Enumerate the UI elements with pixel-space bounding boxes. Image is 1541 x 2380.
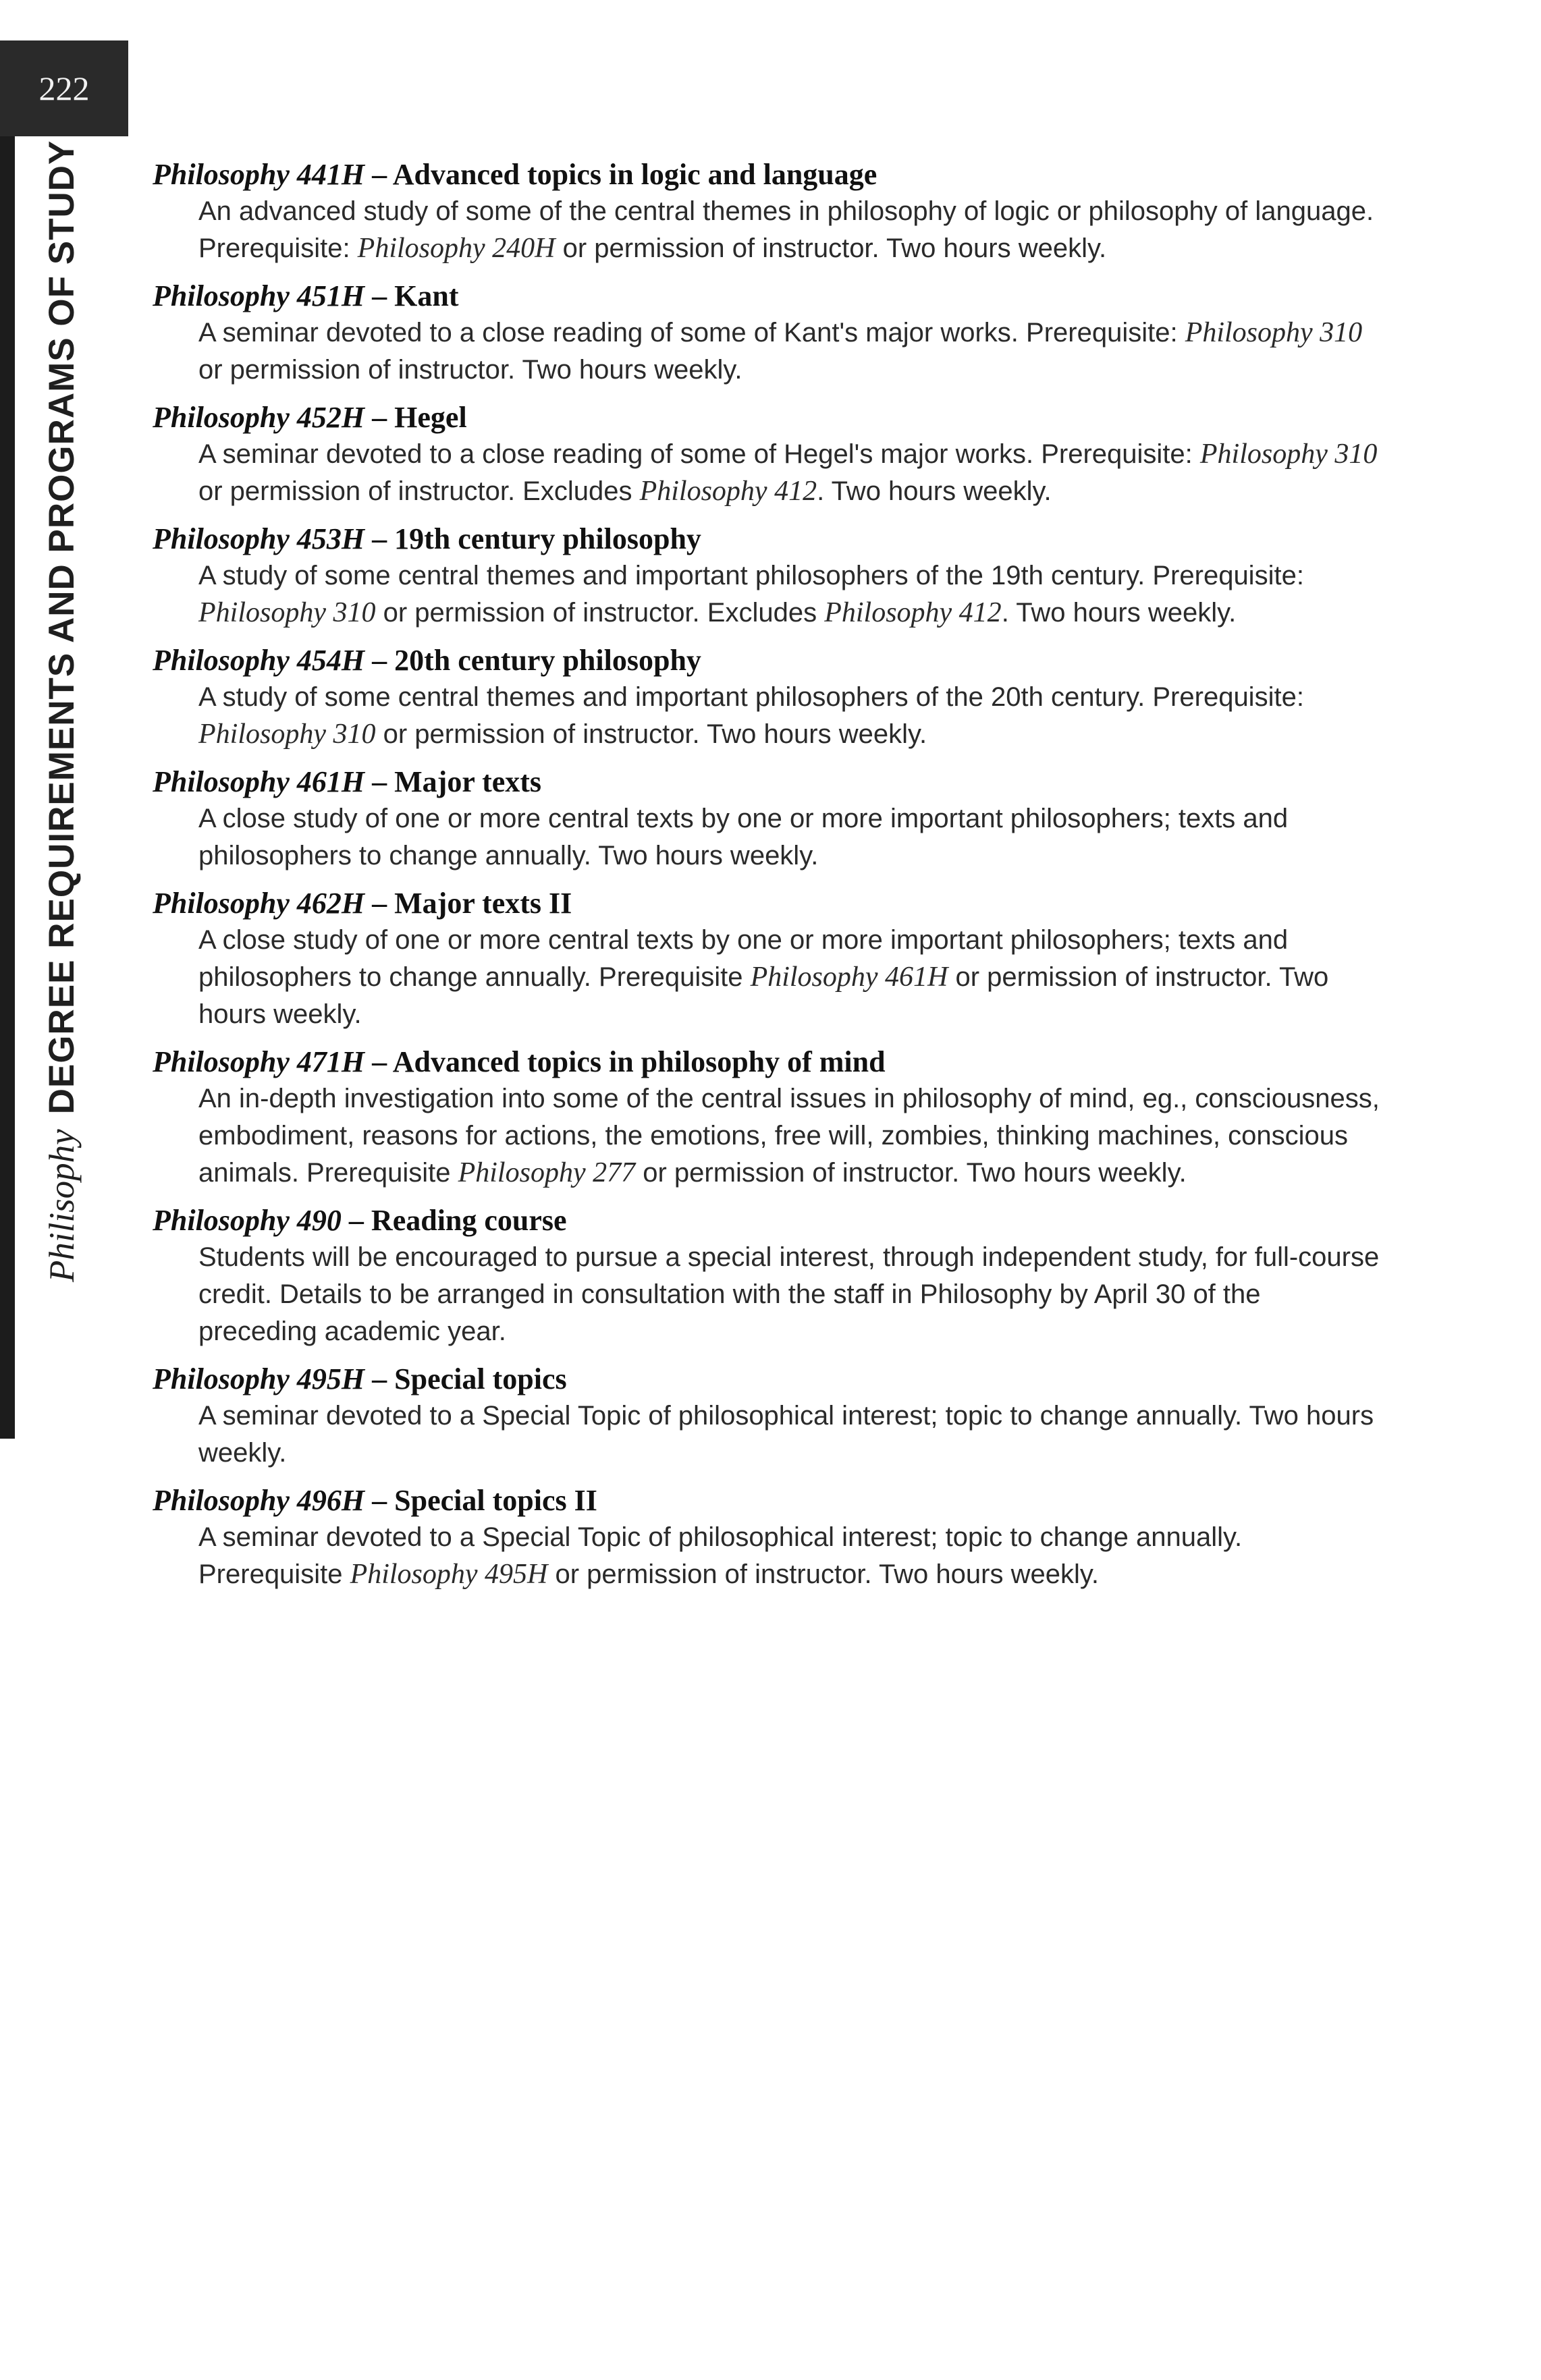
course-separator: – (364, 279, 395, 312)
course-separator: – (341, 1204, 371, 1237)
course-code: Philosophy 451H (153, 279, 365, 312)
course-description (198, 1519, 1381, 1593)
course-heading (153, 1483, 1381, 1519)
description-text: or permission of instructor. Two hours weekly. (555, 233, 1107, 263)
course-title: Major texts (394, 765, 542, 798)
side-label (42, 140, 82, 1282)
course-entry (153, 278, 1381, 389)
course-entry (153, 764, 1381, 875)
description-text: or permission of instructor. Two hours weekly. (375, 719, 927, 749)
course-separator: – (364, 887, 395, 920)
course-separator: – (364, 522, 395, 555)
description-text: A seminar devoted to a close reading of some of Kant's major works. Prerequisite: (198, 318, 1185, 348)
course-reference: Philosophy 310 (198, 597, 376, 628)
course-heading (153, 157, 1381, 193)
course-entry (153, 885, 1381, 1033)
course-reference: Philosophy 412 (639, 476, 817, 507)
course-title: Reading course (371, 1204, 567, 1237)
description-text: or permission of instructor. Two hours weekly. (198, 962, 1329, 1029)
course-description (198, 1080, 1381, 1192)
page-number: 222 (0, 40, 128, 136)
course-entry (153, 642, 1381, 753)
course-reference: Philosophy 412 (824, 597, 1002, 628)
course-title: Kant (394, 279, 459, 312)
course-description (198, 800, 1381, 875)
course-heading (153, 1202, 1381, 1239)
side-label-section: DEGREE REQUIREMENTS AND PROGRAMS OF STUDY (42, 140, 82, 1115)
course-heading (153, 278, 1381, 314)
course-reference: Philosophy 310 (1199, 439, 1378, 470)
course-description (198, 922, 1381, 1033)
description-text: or permission of instructor. Excludes (375, 598, 825, 628)
description-text: A close study of one or more central texts by one or more important philosophers; texts and philosophers to change annually. Prerequisite (198, 925, 1289, 992)
course-code: Philosophy 454H (153, 644, 365, 677)
description-text: . Two hours weekly. (1001, 598, 1237, 628)
description-text: . Two hours weekly. (817, 476, 1052, 506)
course-reference: Philosophy 461H (750, 962, 948, 993)
course-title: Major texts II (394, 887, 572, 920)
course-description (198, 1239, 1381, 1350)
course-title: 19th century philosophy (394, 522, 701, 555)
course-description (198, 436, 1381, 510)
course-heading (153, 1361, 1381, 1397)
course-description (198, 1397, 1381, 1472)
course-code: Philosophy 495H (153, 1362, 365, 1395)
course-reference: Philosophy 495H (350, 1559, 548, 1590)
course-title: Special topics (394, 1362, 567, 1395)
description-text: or permission of instructor. Two hours weekly. (635, 1158, 1187, 1188)
course-code: Philosophy 462H (153, 887, 365, 920)
course-code: Philosophy 441H (153, 158, 365, 191)
description-text: A study of some central themes and important philosophers of the 19th century. Prerequisite: (198, 561, 1304, 590)
course-title: Advanced topics in logic and language (392, 158, 877, 191)
course-title: Special topics II (394, 1484, 597, 1517)
description-text: A study of some central themes and important philosophers of the 20th century. Prerequisite: (198, 682, 1304, 712)
course-code: Philosophy 452H (153, 401, 365, 434)
course-heading (153, 885, 1381, 922)
course-code: Philosophy 461H (153, 765, 365, 798)
course-code: Philosophy 453H (153, 522, 365, 555)
course-entry (153, 1483, 1381, 1593)
course-heading (153, 521, 1381, 557)
description-text: or permission of instructor. Two hours weekly. (198, 355, 742, 385)
course-separator: – (364, 401, 395, 434)
course-reference: Philosophy 310 (1185, 317, 1363, 348)
description-text: Students will be encouraged to pursue a special interest, through independent study, for full-course credit. Details to be arranged in consultation with the staff in Philosophy by April 30 of the preceding academic year. (198, 1242, 1380, 1346)
course-entry (153, 399, 1381, 510)
description-text: A close study of one or more central texts by one or more important philosophers; texts and philosophers to change annually. Two hours weekly. (198, 804, 1289, 870)
course-list (153, 157, 1381, 1604)
course-separator: – (364, 1362, 395, 1395)
description-text: A seminar devoted to a Special Topic of philosophical interest; topic to change annually. Prerequisite (198, 1522, 1243, 1589)
course-title: Advanced topics in philosophy of mind (392, 1045, 886, 1078)
course-entry (153, 1202, 1381, 1350)
description-text: A seminar devoted to a close reading of some of Hegel's major works. Prerequisite: (198, 439, 1200, 469)
course-entry (153, 1361, 1381, 1472)
side-label-subject: Philisophy (43, 1129, 82, 1282)
course-description (198, 193, 1381, 267)
course-separator: – (364, 644, 395, 677)
course-entry (153, 521, 1381, 632)
course-reference: Philosophy 240H (357, 233, 556, 264)
course-heading (153, 1044, 1381, 1080)
course-description (198, 679, 1381, 753)
course-code: Philosophy 490 (153, 1204, 342, 1237)
course-entry (153, 1044, 1381, 1192)
course-entry (153, 157, 1381, 267)
course-heading (153, 399, 1381, 436)
course-description (198, 557, 1381, 632)
course-title: 20th century philosophy (394, 644, 701, 677)
description-text: A seminar devoted to a Special Topic of philosophical interest; topic to change annually. Two hours weekly. (198, 1401, 1374, 1468)
course-code: Philosophy 496H (153, 1484, 365, 1517)
description-text: An advanced study of some of the central themes in philosophy of logic or philosophy of language. Prerequisite: (198, 196, 1374, 263)
description-text: or permission of instructor. Excludes (198, 476, 640, 506)
course-heading (153, 642, 1381, 679)
course-title: Hegel (394, 401, 467, 434)
course-separator: – (364, 765, 395, 798)
course-separator: – (364, 158, 393, 191)
course-reference: Philosophy 310 (198, 719, 376, 750)
side-bar (0, 136, 15, 1439)
description-text: or permission of instructor. Two hours weekly. (547, 1559, 1099, 1589)
course-separator: – (364, 1045, 393, 1078)
course-reference: Philosophy 277 (458, 1157, 636, 1188)
description-text: An in-depth investigation into some of the central issues in philosophy of mind, eg., consciousness, embodiment, reasons for actions, the emotions, free will, zombies, thinking machines, conscious animals. Prerequisite (198, 1084, 1380, 1188)
course-code: Philosophy 471H (153, 1045, 365, 1078)
course-description (198, 314, 1381, 389)
course-heading (153, 764, 1381, 800)
course-separator: – (364, 1484, 395, 1517)
